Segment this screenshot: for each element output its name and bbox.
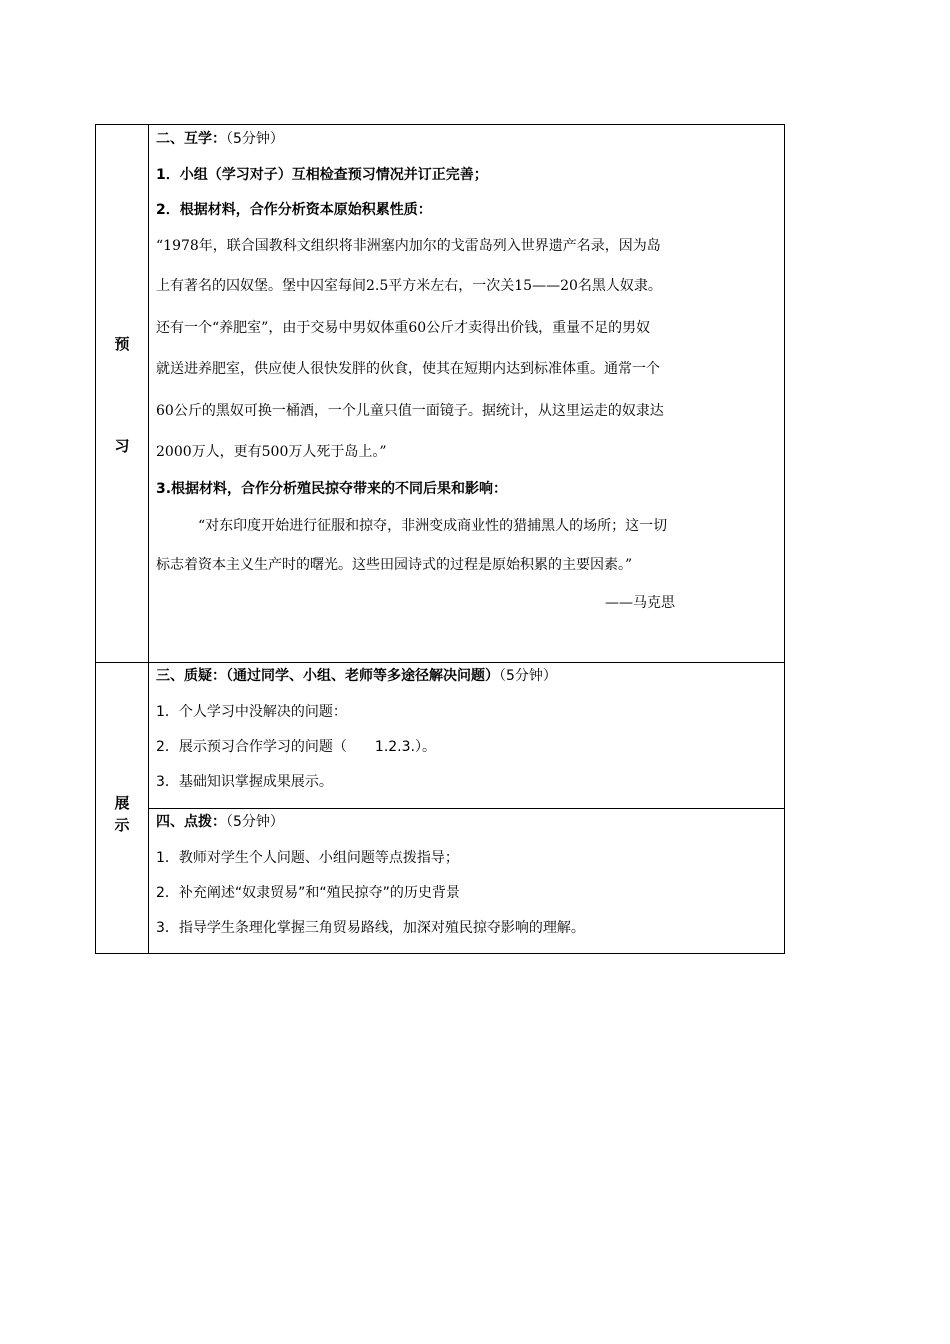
row-divider-zhiyi-dianbo [148,808,784,809]
side-label-zhan: 展 [114,794,130,812]
zhi-yi-item-2: 2．展示预习合作学习的问题（ 1.2.3.）。 [156,739,436,755]
hu-xue-item-2: 2．根据材料，合作分析资本原始积累性质： [156,202,432,218]
quote1-line-5: 60公斤的黑奴可换一桶酒，一个儿童只值一面镜子。据统计，从这里运走的奴隶达 [156,403,664,419]
quote1-line-6: 2000万人，更有500万人死于岛上。” [156,444,387,460]
hu-xue-heading-time: （5分钟） [226,131,284,147]
lesson-table [95,124,785,954]
quote2-line-2: 标志着资本主义生产时的曙光。这些田园诗式的过程是原始积累的主要因素。” [156,557,633,573]
dian-bo-heading-label: 四、点拨： [156,814,226,830]
side-label-shi: 示 [114,816,130,834]
hu-xue-heading [156,129,284,149]
row-divider-preview-show [96,662,784,663]
zhi-yi-item-1: 1．个人学习中没解决的问题： [156,704,347,720]
zhi-yi-item-3: 3．基础知识掌握成果展示。 [156,774,333,790]
dian-bo-item-2: 2．补充阐述“奴隶贸易”和“殖民掠夺”的历史背景 [156,885,460,901]
hu-xue-item-3: 3.根据材料，合作分析殖民掠夺带来的不同后果和影响： [156,481,508,497]
dian-bo-heading-time: （5分钟） [226,814,284,830]
quote1-line-2: 上有著名的囚奴堡。堡中囚室每间2.5平方米左右，一次关15——20名黑人奴隶。 [156,278,662,294]
zhi-yi-heading-label: 三、质疑：（通过同学、小组、老师等多途径解决问题） [156,668,499,684]
zhi-yi-heading [156,666,557,686]
quote1-line-4: 就送进养肥室，供应使人很快发胖的伙食，使其在短期内达到标准体重。通常一个 [156,361,660,377]
hu-xue-item-1: 1．小组（学习对子）互相检查预习情况并订正完善； [156,167,488,183]
quote1-line-3: 还有一个“养肥室”，由于交易中男奴体重60公斤才卖得出价钱，重量不足的男奴 [156,320,651,336]
hu-xue-heading-label: 二、互学： [156,131,226,147]
quote1-line-1: “1978年，联合国教科文组织将非洲塞内加尔的戈雷岛列入世界遗产名录，因为岛 [156,238,661,254]
zhi-yi-heading-time: （5分钟） [499,668,557,684]
side-label-xi: 习 [114,437,130,455]
quote2-attribution: ——马克思 [605,595,675,611]
side-label-yu: 预 [114,335,130,353]
column-divider [148,125,149,953]
dian-bo-item-1: 1．教师对学生个人问题、小组问题等点拨指导； [156,850,459,866]
quote2-line-1: “对东印度开始进行征服和掠夺，非洲变成商业性的猎捕黑人的场所；这一切 [198,518,668,534]
dian-bo-heading [156,812,284,832]
dian-bo-item-3: 3．指导学生条理化掌握三角贸易路线，加深对殖民掠夺影响的理解。 [156,920,585,936]
